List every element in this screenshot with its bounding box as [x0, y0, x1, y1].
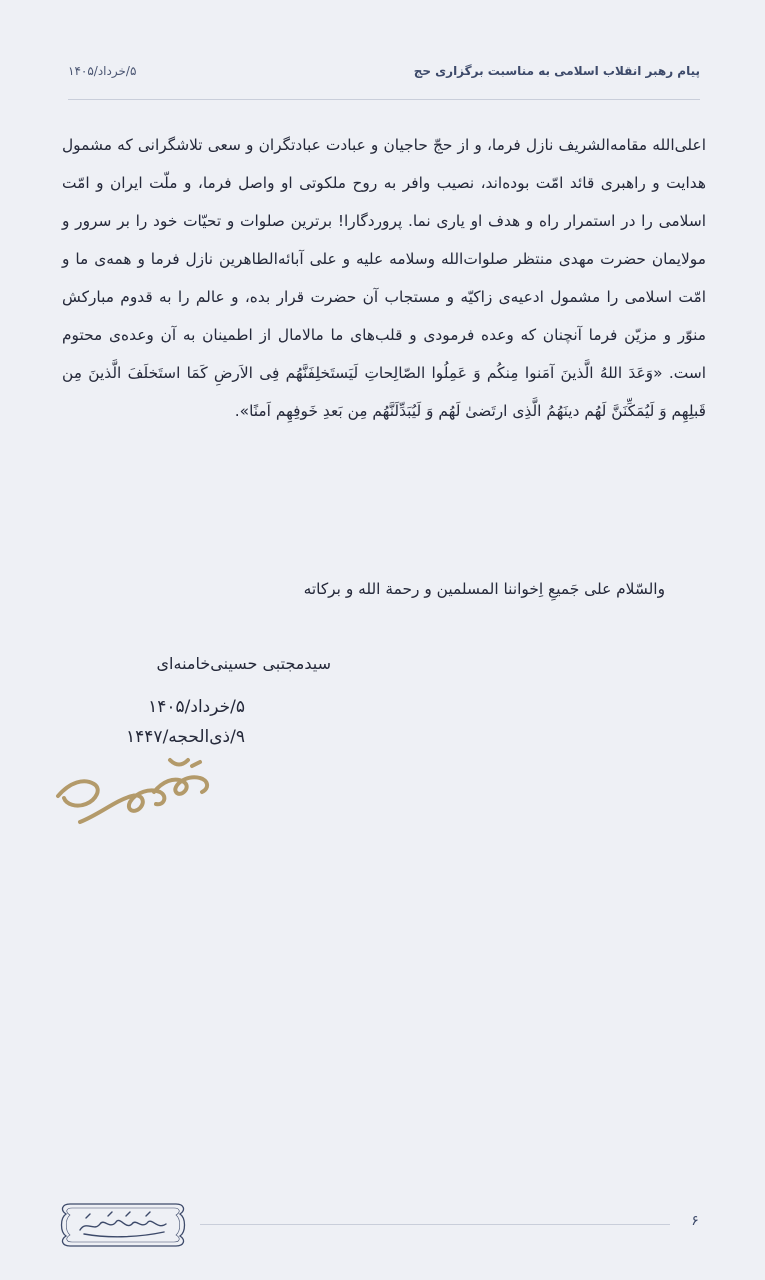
- page-header: [68, 60, 700, 88]
- header-divider: [68, 99, 700, 100]
- header-date: ۵/خرداد/۱۴۰۵: [68, 64, 137, 78]
- message-body: اعلی‌الله مقامه‌الشریف نازل فرما، و از حجّ حاجیان و عبادت عبادتگران و سعی تلاشگرانی که مشمول هدایت و راهبری قائد امّت بوده‌اند، نصیب وافر به روح ملکوتی او واصل فرما، و ملّت ایران و امّت اسلامی را در استمرار راه و هدف او یاری نما. پروردگارا! برترین صلوات و تحیّات خود را بر سرور و مولایمان حضرت مهدی منتظر صلوات‌الله وسلامه علیه و علی آبائه‌الطاهرین نازل فرما و همه‌ی ما و امّت اسلامی را مشمول ادعیه‌ی زاکیّه و مستجاب آن حضرت قرار بده، و عالم را به قدوم مبارکش منوّر و مزیّن فرما آنچنان که وعده فرمودی و قلب‌های ما مالامال از اطمینان به آن وعده‌ی محتوم است. «وَعَدَ اللهُ الَّذینَ آمَنوا مِنکُم وَ عَمِلُوا الصّالِحاتِ لَیَستَخلِفَنَّهُم فِی الاَرضِ کَمَا استَخلَفَ الَّذینَ مِن قَبلِهِم وَ لَیُمَکِّنَنَّ لَهُم دینَهُمُ الَّذِی ارتَضیٰ لَهُم وَ لَیُبَدِّلَنَّهُم مِن بَعدِ خَوفِهِم اَمنًا».: [62, 136, 706, 420]
- page-number: ۶: [691, 1213, 699, 1229]
- date-hijri: ۹/ذی‌الحجه/۱۴۴۷: [126, 727, 245, 747]
- signer-name: سیدمجتبی حسینی‌خامنه‌ای: [156, 654, 331, 673]
- footer-divider: [200, 1224, 670, 1225]
- calligraphy-seal-logo: [56, 1200, 190, 1250]
- date-shamsi: ۵/خرداد/۱۴۰۵: [148, 697, 245, 717]
- closing-salutation: والسّلام علی جَمیعِ اِخواننا المسلمین و رحمة الله و برکاته: [303, 580, 665, 598]
- header-title: پیام رهبر انقلاب اسلامی به مناسبت برگزاری حج: [413, 64, 700, 78]
- handwritten-signature: [50, 752, 220, 832]
